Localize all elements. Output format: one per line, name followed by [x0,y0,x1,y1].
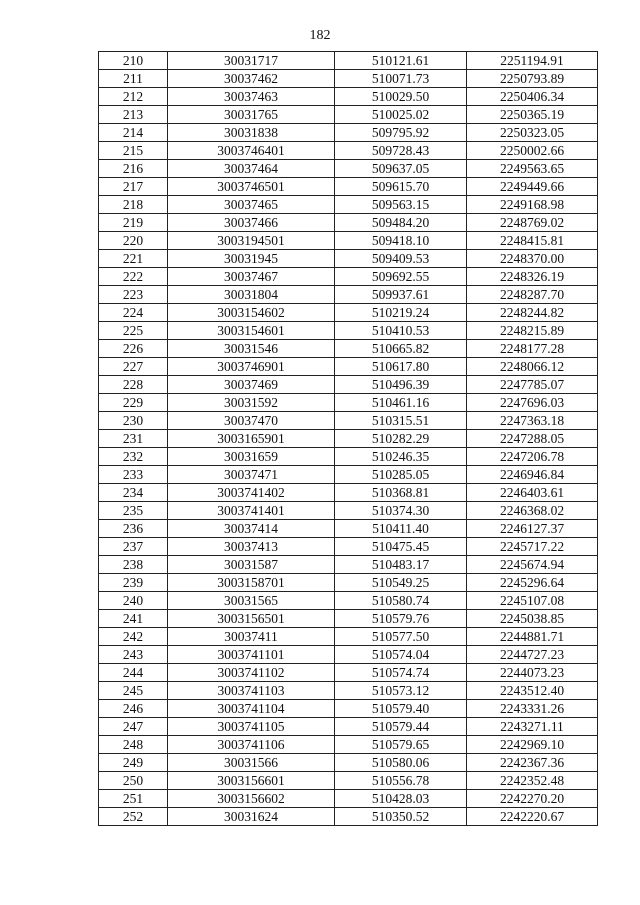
table-row [99,664,598,682]
table-row [99,700,598,718]
x-coordinate-cell: 509795.92 [335,124,467,142]
point-id-cell: 3003741105 [168,718,335,736]
point-id-cell: 3003741101 [168,646,335,664]
row-number-cell: 213 [99,106,168,124]
row-number-cell: 246 [99,700,168,718]
x-coordinate-cell: 510410.53 [335,322,467,340]
table-row [99,610,598,628]
row-number-cell: 233 [99,466,168,484]
row-number-cell: 248 [99,736,168,754]
y-coordinate-cell: 2245107.08 [467,592,598,610]
y-coordinate-cell: 2248215.89 [467,322,598,340]
point-id-cell: 30031587 [168,556,335,574]
point-id-cell: 30037466 [168,214,335,232]
x-coordinate-cell: 510580.74 [335,592,467,610]
point-id-cell: 3003194501 [168,232,335,250]
table-row [99,574,598,592]
table-row [99,646,598,664]
table-row [99,322,598,340]
y-coordinate-cell: 2250406.34 [467,88,598,106]
row-number-cell: 226 [99,340,168,358]
y-coordinate-cell: 2248287.70 [467,286,598,304]
y-coordinate-cell: 2250002.66 [467,142,598,160]
point-id-cell: 30031765 [168,106,335,124]
y-coordinate-cell: 2248415.81 [467,232,598,250]
table-row [99,502,598,520]
row-number-cell: 210 [99,52,168,70]
point-id-cell: 3003746901 [168,358,335,376]
row-number-cell: 239 [99,574,168,592]
point-id-cell: 30037462 [168,70,335,88]
y-coordinate-cell: 2249168.98 [467,196,598,214]
point-id-cell: 3003741106 [168,736,335,754]
point-id-cell: 3003156501 [168,610,335,628]
y-coordinate-cell: 2244727.23 [467,646,598,664]
table-row [99,412,598,430]
coordinates-table-body [99,52,598,826]
row-number-cell: 238 [99,556,168,574]
x-coordinate-cell: 510665.82 [335,340,467,358]
row-number-cell: 237 [99,538,168,556]
point-id-cell: 3003741401 [168,502,335,520]
row-number-cell: 221 [99,250,168,268]
x-coordinate-cell: 510579.44 [335,718,467,736]
x-coordinate-cell: 510577.50 [335,628,467,646]
table-row [99,142,598,160]
x-coordinate-cell: 510496.39 [335,376,467,394]
x-coordinate-cell: 510483.17 [335,556,467,574]
y-coordinate-cell: 2247363.18 [467,412,598,430]
table-row [99,70,598,88]
table-row [99,448,598,466]
x-coordinate-cell: 509637.05 [335,160,467,178]
y-coordinate-cell: 2248769.02 [467,214,598,232]
row-number-cell: 244 [99,664,168,682]
x-coordinate-cell: 510549.25 [335,574,467,592]
point-id-cell: 30031945 [168,250,335,268]
row-number-cell: 242 [99,628,168,646]
table-row [99,682,598,700]
x-coordinate-cell: 510580.06 [335,754,467,772]
x-coordinate-cell: 510374.30 [335,502,467,520]
y-coordinate-cell: 2251194.91 [467,52,598,70]
row-number-cell: 232 [99,448,168,466]
y-coordinate-cell: 2249563.65 [467,160,598,178]
row-number-cell: 219 [99,214,168,232]
y-coordinate-cell: 2248244.82 [467,304,598,322]
row-number-cell: 216 [99,160,168,178]
coordinates-table-container [98,51,593,826]
x-coordinate-cell: 510617.80 [335,358,467,376]
coordinates-table [98,51,598,826]
table-row [99,304,598,322]
x-coordinate-cell: 510579.65 [335,736,467,754]
y-coordinate-cell: 2242220.67 [467,808,598,826]
row-number-cell: 247 [99,718,168,736]
point-id-cell: 30037463 [168,88,335,106]
point-id-cell: 30031592 [168,394,335,412]
row-number-cell: 218 [99,196,168,214]
point-id-cell: 30037464 [168,160,335,178]
x-coordinate-cell: 509563.15 [335,196,467,214]
x-coordinate-cell: 510121.61 [335,52,467,70]
row-number-cell: 223 [99,286,168,304]
x-coordinate-cell: 510285.05 [335,466,467,484]
y-coordinate-cell: 2246127.37 [467,520,598,538]
row-number-cell: 227 [99,358,168,376]
row-number-cell: 220 [99,232,168,250]
y-coordinate-cell: 2242352.48 [467,772,598,790]
x-coordinate-cell: 510579.40 [335,700,467,718]
point-id-cell: 3003158701 [168,574,335,592]
table-row [99,88,598,106]
row-number-cell: 214 [99,124,168,142]
table-row [99,592,598,610]
y-coordinate-cell: 2244073.23 [467,664,598,682]
row-number-cell: 225 [99,322,168,340]
y-coordinate-cell: 2245038.85 [467,610,598,628]
row-number-cell: 241 [99,610,168,628]
point-id-cell: 3003154601 [168,322,335,340]
row-number-cell: 250 [99,772,168,790]
row-number-cell: 228 [99,376,168,394]
table-row [99,718,598,736]
point-id-cell: 3003154602 [168,304,335,322]
row-number-cell: 245 [99,682,168,700]
point-id-cell: 30037413 [168,538,335,556]
point-id-cell: 30037470 [168,412,335,430]
x-coordinate-cell: 510579.76 [335,610,467,628]
row-number-cell: 215 [99,142,168,160]
table-row [99,268,598,286]
y-coordinate-cell: 2244881.71 [467,628,598,646]
point-id-cell: 3003156602 [168,790,335,808]
x-coordinate-cell: 509409.53 [335,250,467,268]
point-id-cell: 3003156601 [168,772,335,790]
y-coordinate-cell: 2242367.36 [467,754,598,772]
point-id-cell: 30031565 [168,592,335,610]
y-coordinate-cell: 2250365.19 [467,106,598,124]
x-coordinate-cell: 509615.70 [335,178,467,196]
point-id-cell: 30031804 [168,286,335,304]
y-coordinate-cell: 2248177.28 [467,340,598,358]
table-row [99,250,598,268]
point-id-cell: 3003746501 [168,178,335,196]
point-id-cell: 30031546 [168,340,335,358]
table-row [99,484,598,502]
row-number-cell: 224 [99,304,168,322]
table-row [99,106,598,124]
y-coordinate-cell: 2247206.78 [467,448,598,466]
table-row [99,358,598,376]
table-row [99,178,598,196]
point-id-cell: 30037469 [168,376,335,394]
point-id-cell: 3003165901 [168,430,335,448]
x-coordinate-cell: 510315.51 [335,412,467,430]
table-row [99,160,598,178]
table-row [99,214,598,232]
x-coordinate-cell: 510428.03 [335,790,467,808]
point-id-cell: 3003741103 [168,682,335,700]
x-coordinate-cell: 509484.20 [335,214,467,232]
point-id-cell: 30031659 [168,448,335,466]
x-coordinate-cell: 509937.61 [335,286,467,304]
row-number-cell: 240 [99,592,168,610]
x-coordinate-cell: 510282.29 [335,430,467,448]
x-coordinate-cell: 509728.43 [335,142,467,160]
x-coordinate-cell: 510574.74 [335,664,467,682]
table-row [99,808,598,826]
table-row [99,772,598,790]
row-number-cell: 235 [99,502,168,520]
x-coordinate-cell: 510350.52 [335,808,467,826]
y-coordinate-cell: 2246368.02 [467,502,598,520]
x-coordinate-cell: 510475.45 [335,538,467,556]
row-number-cell: 251 [99,790,168,808]
y-coordinate-cell: 2242270.20 [467,790,598,808]
x-coordinate-cell: 510029.50 [335,88,467,106]
x-coordinate-cell: 510219.24 [335,304,467,322]
point-id-cell: 30037414 [168,520,335,538]
table-row [99,538,598,556]
y-coordinate-cell: 2247288.05 [467,430,598,448]
row-number-cell: 231 [99,430,168,448]
table-row [99,754,598,772]
table-row [99,466,598,484]
table-row [99,340,598,358]
x-coordinate-cell: 510025.02 [335,106,467,124]
table-row [99,556,598,574]
point-id-cell: 30031838 [168,124,335,142]
table-row [99,232,598,250]
point-id-cell: 3003741102 [168,664,335,682]
point-id-cell: 3003741104 [168,700,335,718]
y-coordinate-cell: 2247785.07 [467,376,598,394]
y-coordinate-cell: 2248326.19 [467,268,598,286]
table-row [99,52,598,70]
y-coordinate-cell: 2246403.61 [467,484,598,502]
y-coordinate-cell: 2243331.26 [467,700,598,718]
row-number-cell: 211 [99,70,168,88]
table-row [99,286,598,304]
table-row [99,520,598,538]
point-id-cell: 3003741402 [168,484,335,502]
y-coordinate-cell: 2247696.03 [467,394,598,412]
row-number-cell: 252 [99,808,168,826]
y-coordinate-cell: 2245674.94 [467,556,598,574]
row-number-cell: 234 [99,484,168,502]
x-coordinate-cell: 510461.16 [335,394,467,412]
x-coordinate-cell: 509418.10 [335,232,467,250]
y-coordinate-cell: 2245296.64 [467,574,598,592]
y-coordinate-cell: 2248370.00 [467,250,598,268]
table-row [99,790,598,808]
x-coordinate-cell: 510411.40 [335,520,467,538]
table-row [99,376,598,394]
table-row [99,124,598,142]
table-row [99,736,598,754]
x-coordinate-cell: 510556.78 [335,772,467,790]
row-number-cell: 230 [99,412,168,430]
table-row [99,430,598,448]
point-id-cell: 30037467 [168,268,335,286]
row-number-cell: 236 [99,520,168,538]
y-coordinate-cell: 2250793.89 [467,70,598,88]
point-id-cell: 3003746401 [168,142,335,160]
y-coordinate-cell: 2250323.05 [467,124,598,142]
y-coordinate-cell: 2248066.12 [467,358,598,376]
table-row [99,196,598,214]
x-coordinate-cell: 509692.55 [335,268,467,286]
x-coordinate-cell: 510071.73 [335,70,467,88]
row-number-cell: 249 [99,754,168,772]
row-number-cell: 243 [99,646,168,664]
row-number-cell: 212 [99,88,168,106]
point-id-cell: 30031566 [168,754,335,772]
x-coordinate-cell: 510573.12 [335,682,467,700]
y-coordinate-cell: 2243512.40 [467,682,598,700]
row-number-cell: 217 [99,178,168,196]
point-id-cell: 30031717 [168,52,335,70]
row-number-cell: 222 [99,268,168,286]
y-coordinate-cell: 2246946.84 [467,466,598,484]
y-coordinate-cell: 2245717.22 [467,538,598,556]
y-coordinate-cell: 2242969.10 [467,736,598,754]
row-number-cell: 229 [99,394,168,412]
table-row [99,628,598,646]
point-id-cell: 30037465 [168,196,335,214]
y-coordinate-cell: 2243271.11 [467,718,598,736]
point-id-cell: 30031624 [168,808,335,826]
table-row [99,394,598,412]
x-coordinate-cell: 510246.35 [335,448,467,466]
x-coordinate-cell: 510574.04 [335,646,467,664]
point-id-cell: 30037471 [168,466,335,484]
y-coordinate-cell: 2249449.66 [467,178,598,196]
x-coordinate-cell: 510368.81 [335,484,467,502]
page-number: 182 [309,28,331,43]
point-id-cell: 30037411 [168,628,335,646]
